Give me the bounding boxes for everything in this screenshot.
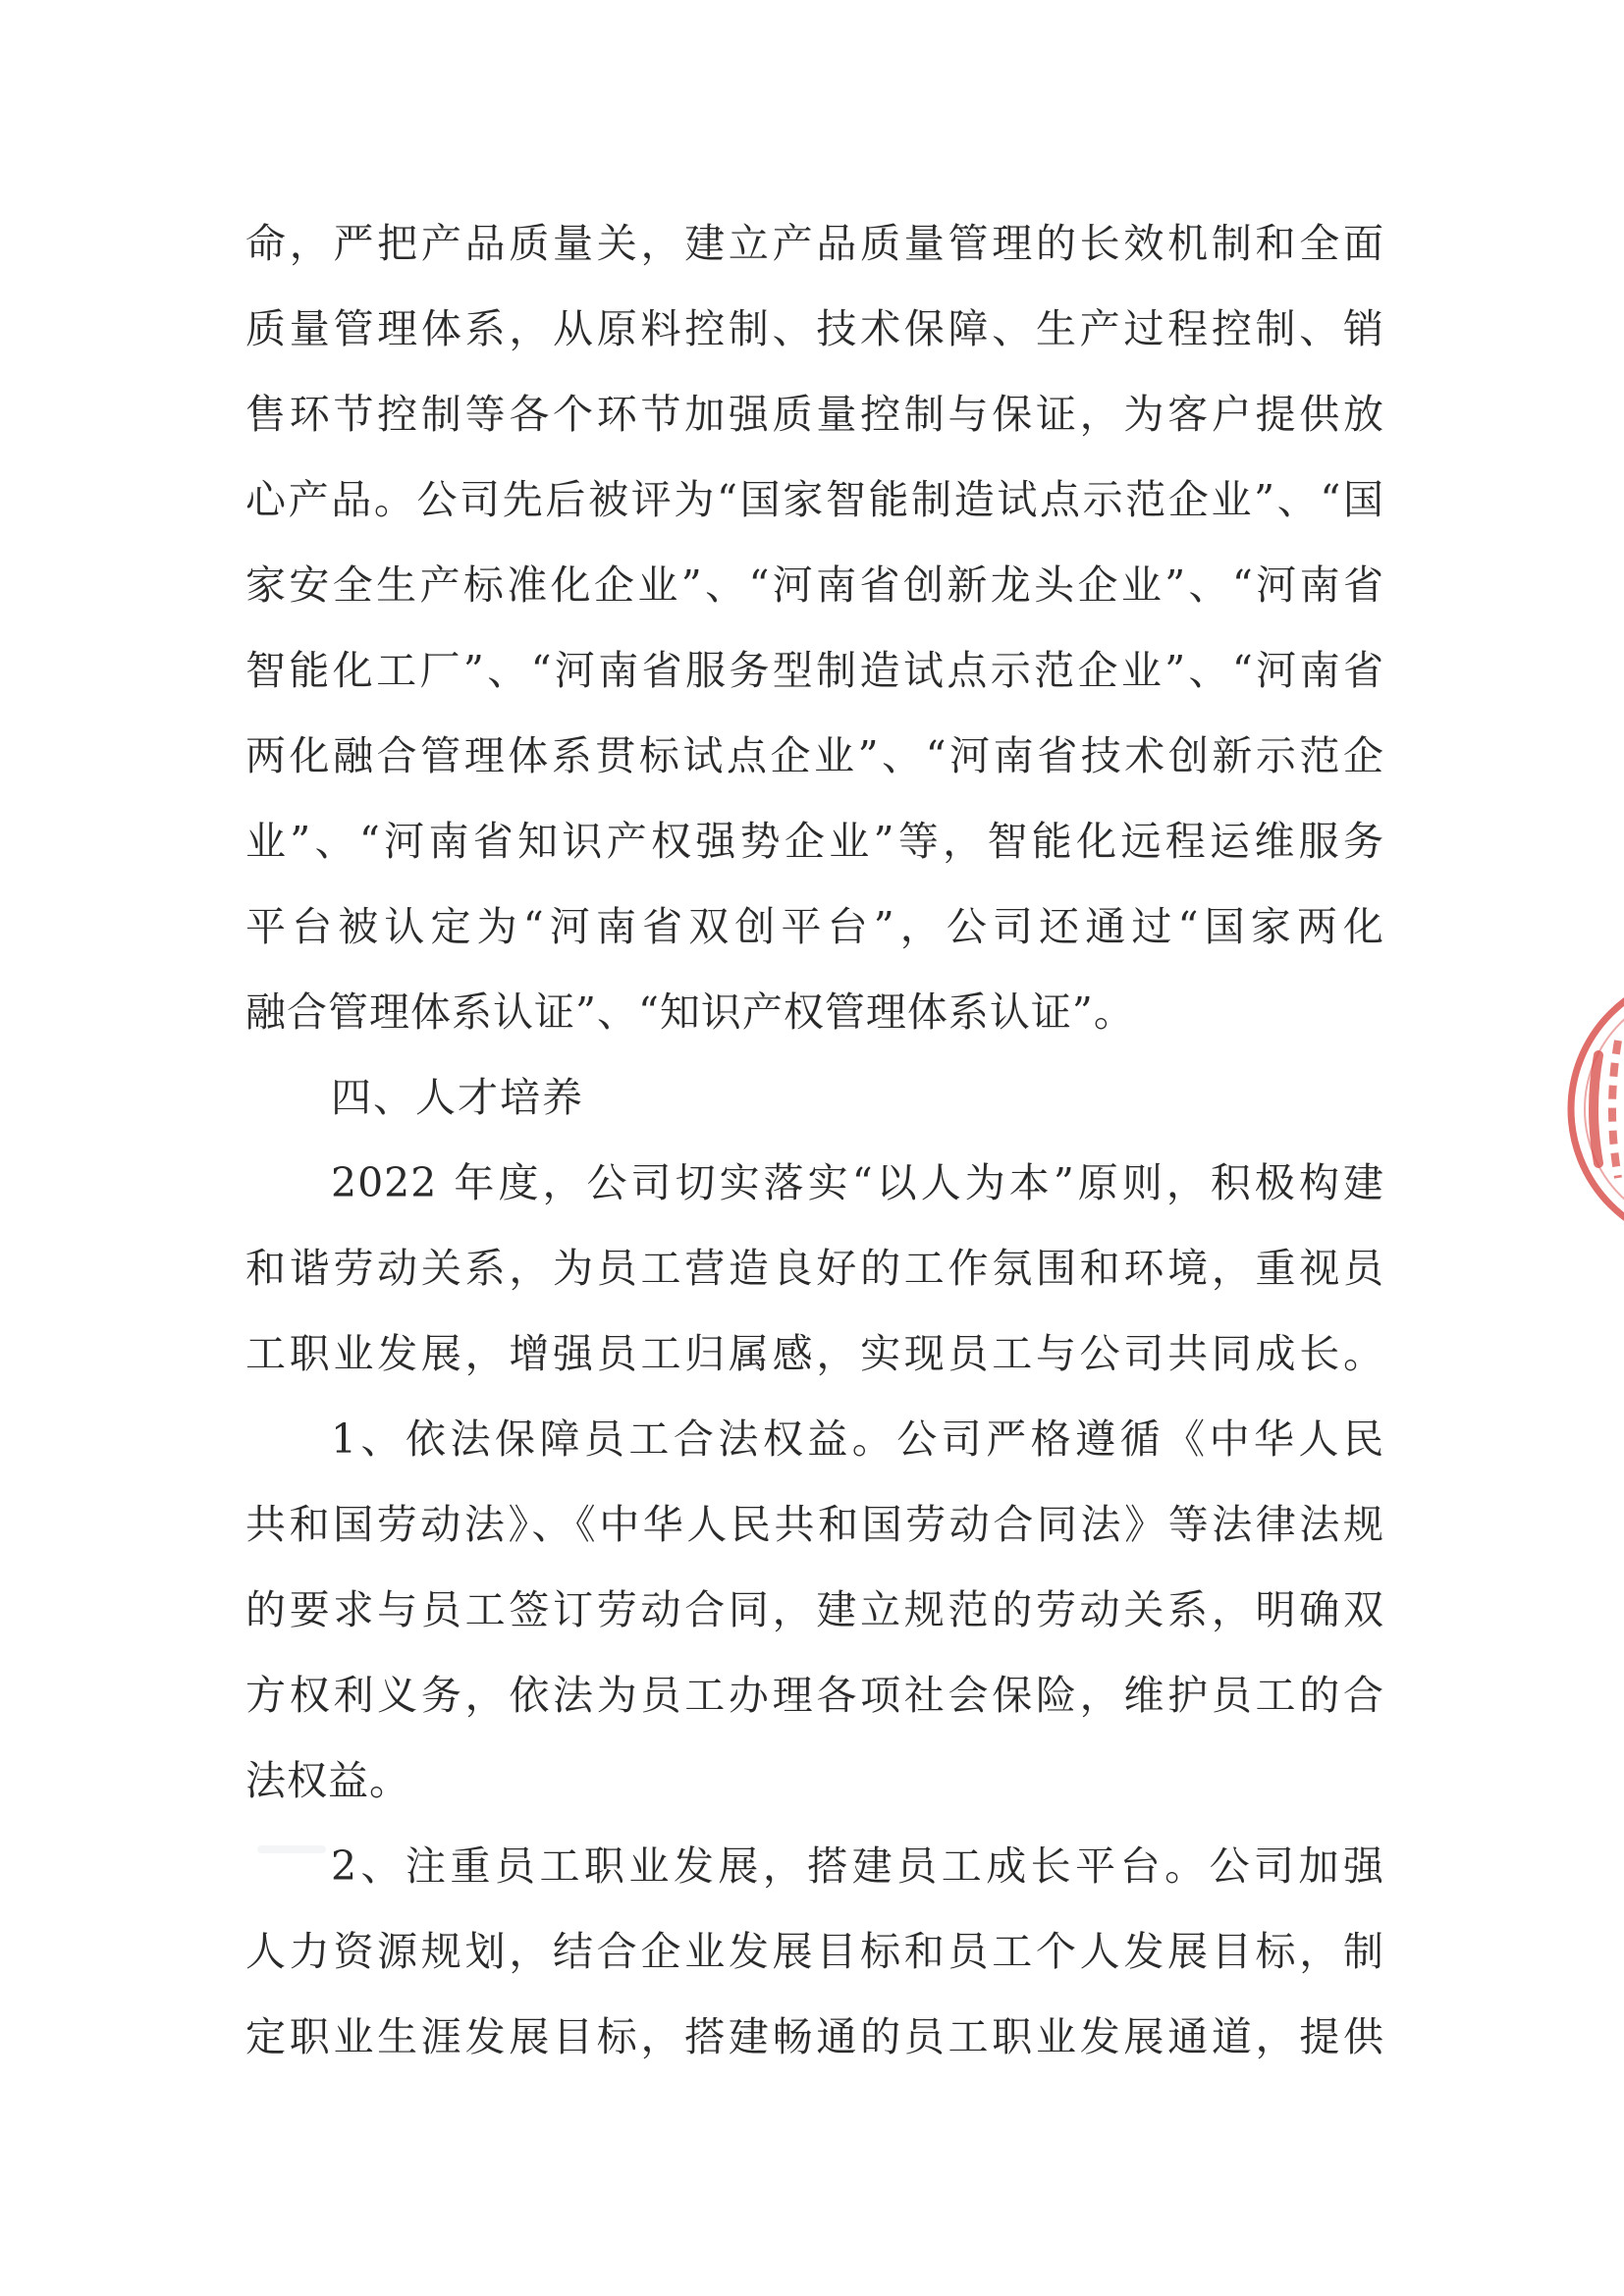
section-heading: 四、人才培养 (331, 1074, 584, 1121)
text-line: 方权利义务，依法为员工办理各项社会保险，维护员工的合 (245, 1672, 1384, 1719)
text-line: 定职业生涯发展目标，搭建畅通的员工职业发展通道，提供 (245, 2013, 1384, 2060)
text-line: 2022 年度，公司切实落实“以人为本”原则，积极构建 (331, 1159, 1384, 1206)
text-line: 融合管理体系认证”、“知识产权管理体系认证”。 (245, 988, 1135, 1036)
text-line: 1、依法保障员工合法权益。公司严格遵循《中华人民 (331, 1415, 1384, 1463)
text-line: 质量管理体系，从原料控制、技术保障、生产过程控制、销 (245, 305, 1384, 352)
text-line: 平台被认定为“河南省双创平台”，公司还通过“国家两化 (245, 903, 1384, 950)
company-seal-icon (1559, 962, 1624, 1256)
text-line: 心产品。公司先后被评为“国家智能制造试点示范企业”、“国 (245, 476, 1384, 523)
text-line: 家安全生产标准化企业”、“河南省创新龙头企业”、“河南省 (245, 561, 1384, 609)
text-line: 命，严把产品质量关，建立产品质量管理的长效机制和全面 (245, 220, 1384, 267)
text-line: 智能化工厂”、“河南省服务型制造试点示范企业”、“河南省 (245, 647, 1384, 694)
text-line: 人力资源规划，结合企业发展目标和员工个人发展目标，制 (245, 1928, 1384, 1975)
text-line: 和谐劳动关系，为员工营造良好的工作氛围和环境，重视员 (245, 1245, 1384, 1292)
text-line: 两化融合管理体系贯标试点企业”、“河南省技术创新示范企 (245, 732, 1384, 779)
text-line: 法权益。 (245, 1757, 410, 1804)
text-line: 工职业发展，增强员工归属感，实现员工与公司共同成长。 (245, 1330, 1384, 1377)
text-line: 售环节控制等各个环节加强质量控制与保证，为客户提供放 (245, 391, 1384, 438)
text-line: 共和国劳动法》、《中华人民共和国劳动合同法》等法律法规 (245, 1501, 1384, 1548)
text-line: 业”、“河南省知识产权强势企业”等，智能化远程运维服务 (245, 818, 1384, 865)
body-text (245, 214, 1384, 2093)
text-line: 2、注重员工职业发展，搭建员工成长平台。公司加强 (331, 1842, 1384, 1890)
text-line: 的要求与员工签订劳动合同，建立规范的劳动关系，明确双 (245, 1586, 1384, 1633)
scan-speck (257, 1845, 326, 1853)
